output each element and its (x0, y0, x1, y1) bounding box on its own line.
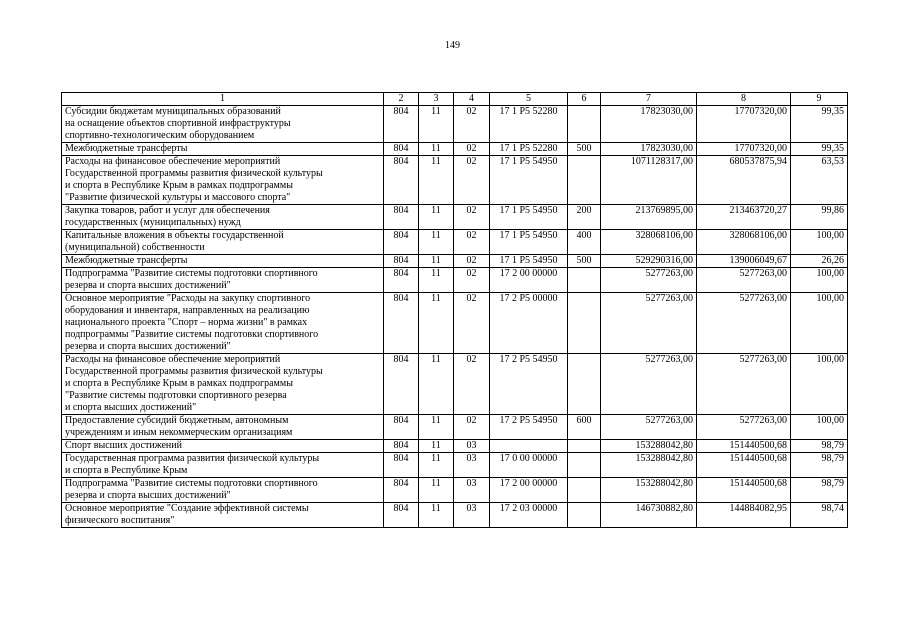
planned-amount-cell: 17823030,00 (601, 143, 697, 156)
table-row (62, 255, 848, 268)
header-cell: 2 (384, 93, 419, 106)
planned-amount-cell: 213769895,00 (601, 205, 697, 230)
section-code-cell: 11 (419, 268, 454, 293)
planned-amount-cell: 5277263,00 (601, 293, 697, 354)
expense-type-cell (568, 440, 601, 453)
planned-amount-cell: 17823030,00 (601, 106, 697, 143)
subsection-code-cell: 02 (454, 354, 490, 415)
ministry-code-cell: 804 (384, 143, 419, 156)
table-row (62, 354, 848, 415)
planned-amount-cell: 1071128317,00 (601, 156, 697, 205)
target-article-cell: 17 2 03 00000 (490, 503, 568, 528)
section-code-cell: 11 (419, 143, 454, 156)
expense-type-cell (568, 106, 601, 143)
expense-type-cell (568, 478, 601, 503)
expense-type-cell (568, 453, 601, 478)
section-code-cell: 11 (419, 453, 454, 478)
subsection-code-cell: 02 (454, 255, 490, 268)
expense-name-cell: Закупка товаров, работ и услуг для обеспечения государственных (муниципальных) нужд (62, 205, 384, 230)
table-row (62, 415, 848, 440)
table-row (62, 143, 848, 156)
subsection-code-cell: 03 (454, 478, 490, 503)
header-cell: 9 (791, 93, 848, 106)
execution-percent-cell: 100,00 (791, 415, 848, 440)
execution-percent-cell: 63,53 (791, 156, 848, 205)
expense-name-cell: Подпрограмма "Развитие системы подготовки спортивного резерва и спорта высших достижений" (62, 268, 384, 293)
target-article-cell: 17 2 P5 00000 (490, 293, 568, 354)
execution-percent-cell: 100,00 (791, 293, 848, 354)
section-code-cell: 11 (419, 415, 454, 440)
execution-percent-cell: 26,26 (791, 255, 848, 268)
execution-percent-cell: 98,74 (791, 503, 848, 528)
executed-amount-cell: 5277263,00 (697, 293, 791, 354)
expense-type-cell (568, 503, 601, 528)
expense-name-cell: Основное мероприятие "Расходы на закупку спортивного оборудования и инвентаря, направленных на реализацию национального проекта "Спорт – норма жизни" в рамках подпрограммы "Развитие системы подготовки спортивного резерва и спорта высших достижений" (62, 293, 384, 354)
executed-amount-cell: 17707320,00 (697, 143, 791, 156)
section-code-cell: 11 (419, 230, 454, 255)
target-article-cell: 17 1 P5 54950 (490, 255, 568, 268)
execution-percent-cell: 100,00 (791, 354, 848, 415)
ministry-code-cell: 804 (384, 453, 419, 478)
expense-name-cell: Межбюджетные трансферты (62, 143, 384, 156)
section-code-cell: 11 (419, 156, 454, 205)
header-cell: 4 (454, 93, 490, 106)
table-row (62, 106, 848, 143)
expense-name-cell: Подпрограмма "Развитие системы подготовки спортивного резерва и спорта высших достижений" (62, 478, 384, 503)
planned-amount-cell: 153288042,80 (601, 453, 697, 478)
section-code-cell: 11 (419, 205, 454, 230)
section-code-cell: 11 (419, 503, 454, 528)
ministry-code-cell: 804 (384, 106, 419, 143)
header-cell: 5 (490, 93, 568, 106)
subsection-code-cell: 03 (454, 503, 490, 528)
header-cell: 8 (697, 93, 791, 106)
execution-percent-cell: 98,79 (791, 440, 848, 453)
section-code-cell: 11 (419, 255, 454, 268)
table-row (62, 440, 848, 453)
section-code-cell: 11 (419, 354, 454, 415)
ministry-code-cell: 804 (384, 255, 419, 268)
expense-name-cell: Основное мероприятие "Создание эффективной системы физического воспитания" (62, 503, 384, 528)
expense-type-cell (568, 156, 601, 205)
section-code-cell: 11 (419, 106, 454, 143)
expense-name-cell: Межбюджетные трансферты (62, 255, 384, 268)
expense-type-cell: 500 (568, 255, 601, 268)
ministry-code-cell: 804 (384, 156, 419, 205)
target-article-cell: 17 2 P5 54950 (490, 354, 568, 415)
executed-amount-cell: 151440500,68 (697, 478, 791, 503)
planned-amount-cell: 5277263,00 (601, 268, 697, 293)
planned-amount-cell: 153288042,80 (601, 440, 697, 453)
execution-percent-cell: 100,00 (791, 230, 848, 255)
target-article-cell: 17 0 00 00000 (490, 453, 568, 478)
target-article-cell: 17 1 P5 54950 (490, 205, 568, 230)
subsection-code-cell: 03 (454, 440, 490, 453)
expense-type-cell: 200 (568, 205, 601, 230)
executed-amount-cell: 17707320,00 (697, 106, 791, 143)
expense-name-cell: Субсидии бюджетам муниципальных образований на оснащение объектов спортивной инфраструктуры спортивно-технологическим оборудованием (62, 106, 384, 143)
ministry-code-cell: 804 (384, 415, 419, 440)
execution-percent-cell: 98,79 (791, 478, 848, 503)
expense-name-cell: Спорт высших достижений (62, 440, 384, 453)
table-row (62, 268, 848, 293)
ministry-code-cell: 804 (384, 268, 419, 293)
section-code-cell: 11 (419, 440, 454, 453)
ministry-code-cell: 804 (384, 503, 419, 528)
expense-type-cell (568, 293, 601, 354)
executed-amount-cell: 680537875,94 (697, 156, 791, 205)
table-row (62, 156, 848, 205)
expense-type-cell (568, 268, 601, 293)
header-cell: 6 (568, 93, 601, 106)
ministry-code-cell: 804 (384, 354, 419, 415)
expense-type-cell: 500 (568, 143, 601, 156)
executed-amount-cell: 5277263,00 (697, 268, 791, 293)
section-code-cell: 11 (419, 293, 454, 354)
subsection-code-cell: 02 (454, 268, 490, 293)
subsection-code-cell: 02 (454, 230, 490, 255)
table-row (62, 478, 848, 503)
expense-type-cell (568, 354, 601, 415)
execution-percent-cell: 100,00 (791, 268, 848, 293)
header-cell: 3 (419, 93, 454, 106)
table-row (62, 205, 848, 230)
expense-type-cell: 600 (568, 415, 601, 440)
target-article-cell: 17 1 P5 54950 (490, 230, 568, 255)
executed-amount-cell: 5277263,00 (697, 354, 791, 415)
planned-amount-cell: 5277263,00 (601, 415, 697, 440)
planned-amount-cell: 146730882,80 (601, 503, 697, 528)
target-article-cell (490, 440, 568, 453)
table-body (62, 106, 848, 528)
executed-amount-cell: 139006049,67 (697, 255, 791, 268)
expense-name-cell: Государственная программа развития физической культуры и спорта в Республике Крым (62, 453, 384, 478)
executed-amount-cell: 144884082,95 (697, 503, 791, 528)
expense-name-cell: Предоставление субсидий бюджетным, автономным учреждениям и иным некоммерческим организациям (62, 415, 384, 440)
table-row (62, 453, 848, 478)
planned-amount-cell: 5277263,00 (601, 354, 697, 415)
execution-percent-cell: 99,86 (791, 205, 848, 230)
executed-amount-cell: 328068106,00 (697, 230, 791, 255)
target-article-cell: 17 2 00 00000 (490, 478, 568, 503)
expense-name-cell: Капитальные вложения в объекты государственной (муниципальной) собственности (62, 230, 384, 255)
target-article-cell: 17 1 P5 52280 (490, 106, 568, 143)
target-article-cell: 17 2 P5 54950 (490, 415, 568, 440)
target-article-cell: 17 1 P5 52280 (490, 143, 568, 156)
subsection-code-cell: 02 (454, 156, 490, 205)
table-row (62, 230, 848, 255)
executed-amount-cell: 5277263,00 (697, 415, 791, 440)
ministry-code-cell: 804 (384, 478, 419, 503)
executed-amount-cell: 151440500,68 (697, 440, 791, 453)
executed-amount-cell: 151440500,68 (697, 453, 791, 478)
subsection-code-cell: 02 (454, 106, 490, 143)
expense-type-cell: 400 (568, 230, 601, 255)
table-header-row (62, 93, 848, 106)
ministry-code-cell: 804 (384, 440, 419, 453)
expense-name-cell: Расходы на финансовое обеспечение мероприятий Государственной программы развития физической культуры и спорта в Республике Крым в рамках подпрограммы "Развитие физической культуры и массового спорта" (62, 156, 384, 205)
execution-percent-cell: 99,35 (791, 143, 848, 156)
ministry-code-cell: 804 (384, 293, 419, 354)
subsection-code-cell: 02 (454, 143, 490, 156)
subsection-code-cell: 02 (454, 415, 490, 440)
header-cell: 1 (62, 93, 384, 106)
planned-amount-cell: 153288042,80 (601, 478, 697, 503)
target-article-cell: 17 2 00 00000 (490, 268, 568, 293)
budget-table (61, 92, 848, 528)
section-code-cell: 11 (419, 478, 454, 503)
executed-amount-cell: 213463720,27 (697, 205, 791, 230)
subsection-code-cell: 03 (454, 453, 490, 478)
table-row (62, 293, 848, 354)
page-number: 149 (445, 40, 460, 51)
table-row (62, 503, 848, 528)
execution-percent-cell: 99,35 (791, 106, 848, 143)
target-article-cell: 17 1 P5 54950 (490, 156, 568, 205)
subsection-code-cell: 02 (454, 205, 490, 230)
planned-amount-cell: 529290316,00 (601, 255, 697, 268)
ministry-code-cell: 804 (384, 230, 419, 255)
header-cell: 7 (601, 93, 697, 106)
planned-amount-cell: 328068106,00 (601, 230, 697, 255)
execution-percent-cell: 98,79 (791, 453, 848, 478)
ministry-code-cell: 804 (384, 205, 419, 230)
subsection-code-cell: 02 (454, 293, 490, 354)
expense-name-cell: Расходы на финансовое обеспечение мероприятий Государственной программы развития физической культуры и спорта в Республике Крым в рамках подпрограммы "Развитие системы подготовки спортивного резерва и спорта высших достижений" (62, 354, 384, 415)
